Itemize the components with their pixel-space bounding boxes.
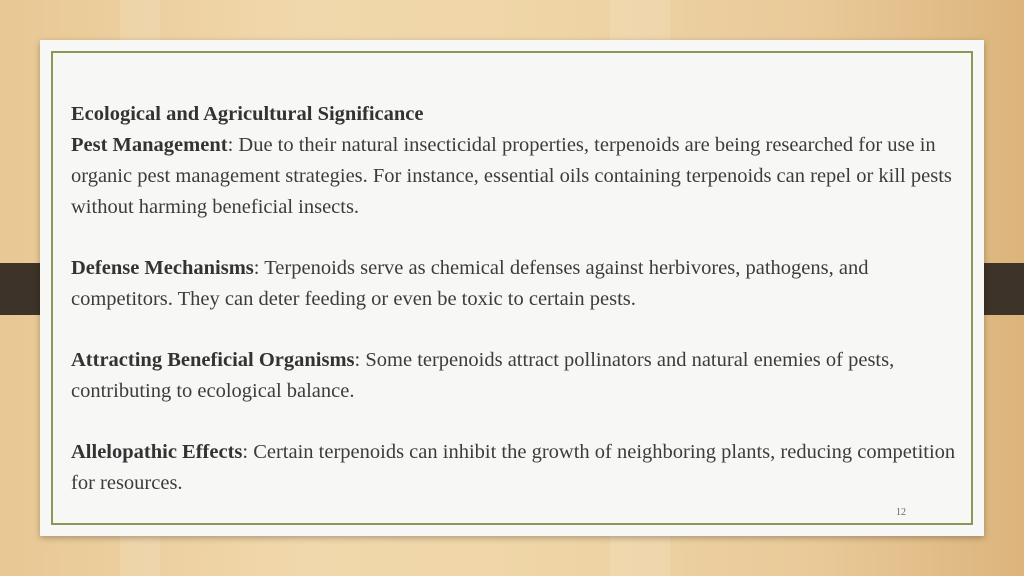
slide-content bbox=[71, 99, 961, 499]
section-text: : Some terpenoids attract pollinators and natural enemies of pests, contributing to ecological balance. bbox=[71, 349, 895, 402]
section-attracting-beneficial-organisms bbox=[71, 345, 961, 407]
slide-heading: Ecological and Agricultural Significance bbox=[71, 103, 424, 125]
section-text: : Certain terpenoids can inhibit the growth of neighboring plants, reducing competition for resources. bbox=[71, 441, 956, 494]
section-allelopathic-effects bbox=[71, 437, 961, 499]
section-defense-mechanisms bbox=[71, 253, 961, 315]
section-text: : Due to their natural insecticidal properties, terpenoids are being researched for use in organic pest management strategies. For instance, essential oils containing terpenoids can repel or kill pests without harming beneficial insects. bbox=[71, 134, 952, 218]
spacer bbox=[71, 315, 961, 345]
slide-card bbox=[40, 40, 984, 536]
spacer bbox=[71, 407, 961, 437]
spacer bbox=[71, 223, 961, 253]
section-term: Pest Management bbox=[71, 134, 228, 156]
section-term: Attracting Beneficial Organisms bbox=[71, 349, 355, 371]
section-pest-management bbox=[71, 130, 961, 223]
section-term: Allelopathic Effects bbox=[71, 441, 243, 463]
page-number: 12 bbox=[896, 507, 906, 518]
section-term: Defense Mechanisms bbox=[71, 257, 254, 279]
section-text: : Terpenoids serve as chemical defenses against herbivores, pathogens, and competitors. They can deter feeding or even be toxic to certain pests. bbox=[71, 257, 869, 310]
